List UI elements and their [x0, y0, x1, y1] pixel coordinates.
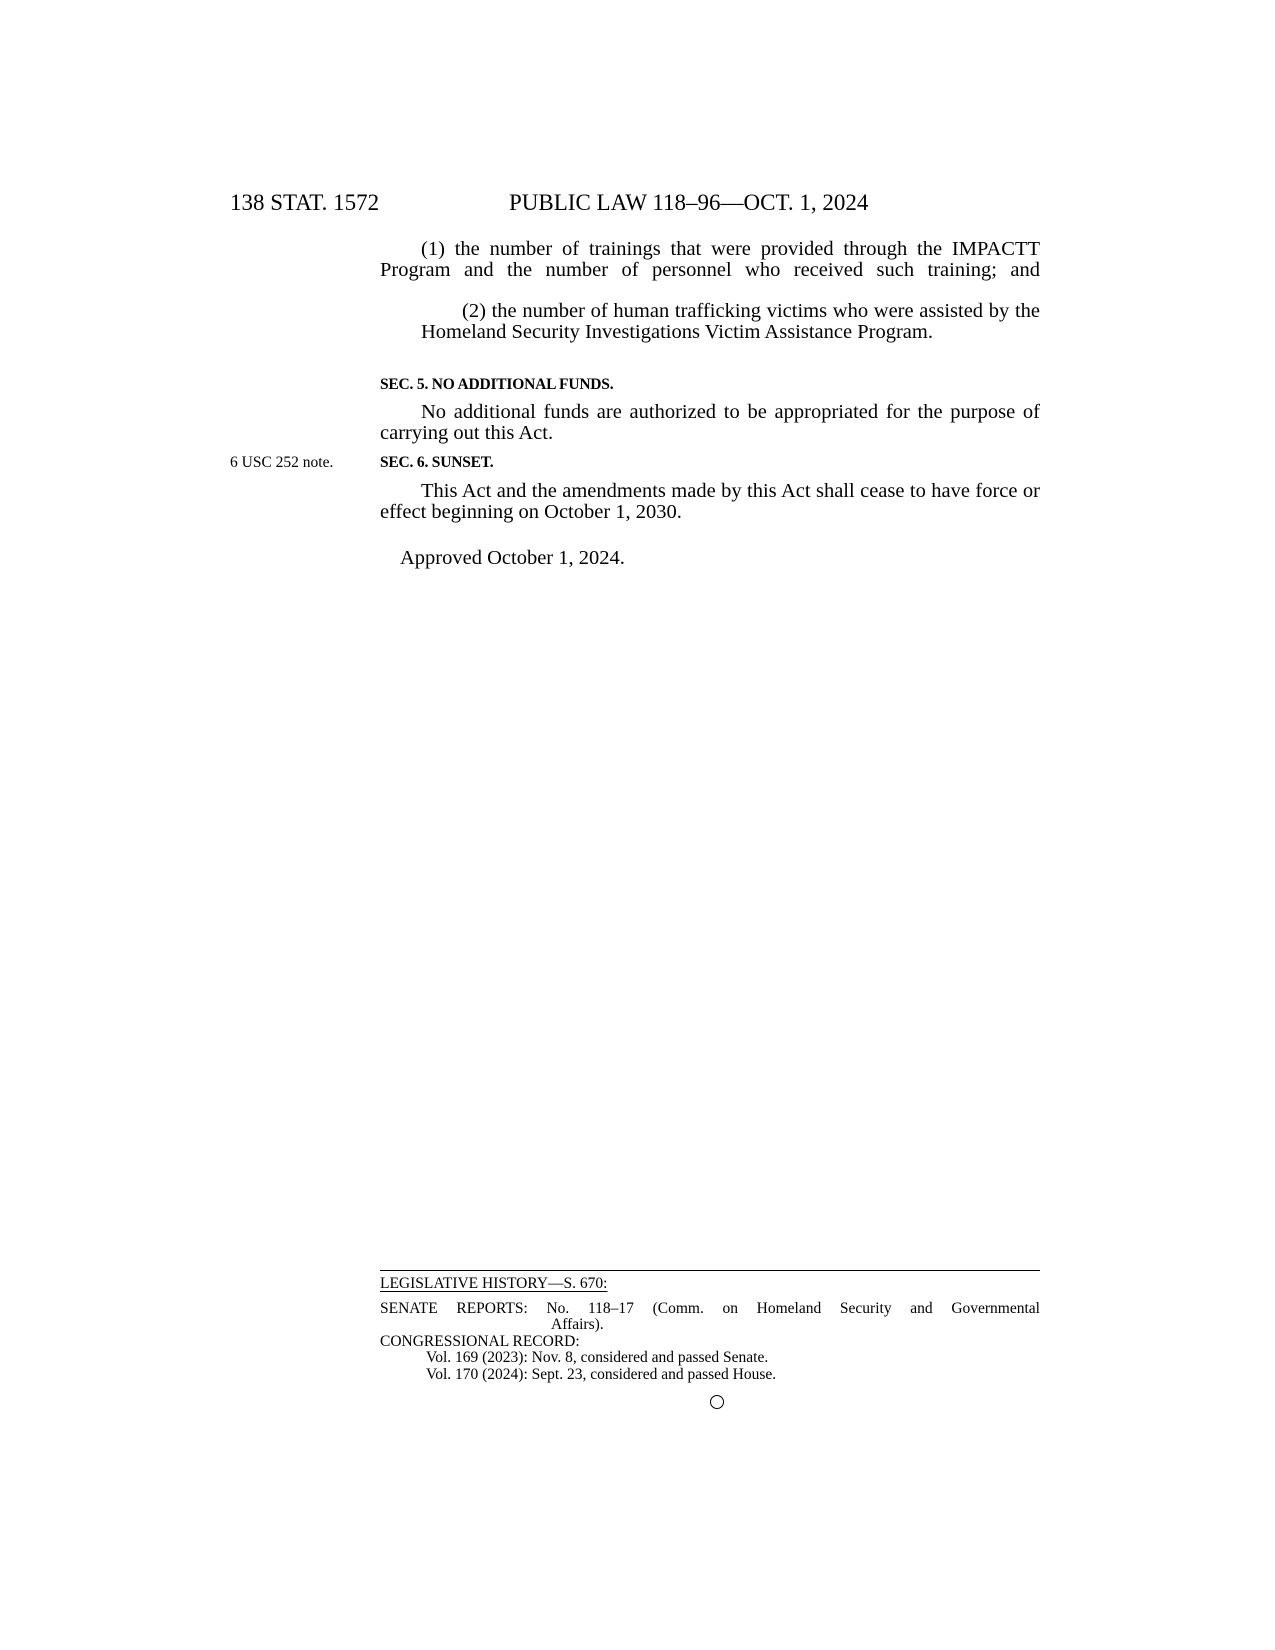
stat-citation: 138 STAT. 1572: [230, 190, 380, 215]
paragraph-item-2-wrapper: [380, 301, 1040, 342]
approval-date: Approved October 1, 2024.: [400, 547, 625, 569]
record-entry: Vol. 169 (2023): Nov. 8, considered and passed Senate.: [426, 1349, 769, 1366]
paragraph-item-1: (1) the number of trainings that were provided through the IMPACTT Program and the number of personnel who received such training; and: [380, 238, 1040, 281]
section-6-text: This Act and the amendments made by this Act shall cease to have force or effect beginning on October 1, 2030.: [380, 480, 1040, 523]
congressional-record-label: CONGRESSIONAL RECORD:: [380, 1333, 580, 1350]
paragraph-item-2: (2) the number of human trafficking victims who were assisted by the Homeland Security Investigations Victim Assistance Program.: [421, 300, 1040, 343]
running-header-law-title: PUBLIC LAW 118–96—OCT. 1, 2024: [509, 190, 869, 215]
record-entry: Vol. 170 (2024): Sept. 23, considered and passed House.: [426, 1366, 777, 1383]
section-5-heading: SEC. 5. NO ADDITIONAL FUNDS.: [380, 376, 614, 393]
end-of-document-mark-icon: [710, 1395, 724, 1409]
margin-note-usc: 6 USC 252 note.: [230, 454, 334, 471]
senate-reports-line-1: SENATE REPORTS: No. 118–17 (Comm. on Homeland Security and Governmental: [380, 1300, 1040, 1317]
section-5-text: No additional funds are authorized to be appropriated for the purpose of carrying out this Act.: [380, 401, 1040, 444]
footer-rule: [380, 1270, 1040, 1271]
legislative-history-title: LEGISLATIVE HISTORY—S. 670:: [380, 1275, 608, 1292]
senate-reports-line-2: Affairs).: [551, 1316, 604, 1333]
section-6-heading: SEC. 6. SUNSET.: [380, 454, 494, 471]
